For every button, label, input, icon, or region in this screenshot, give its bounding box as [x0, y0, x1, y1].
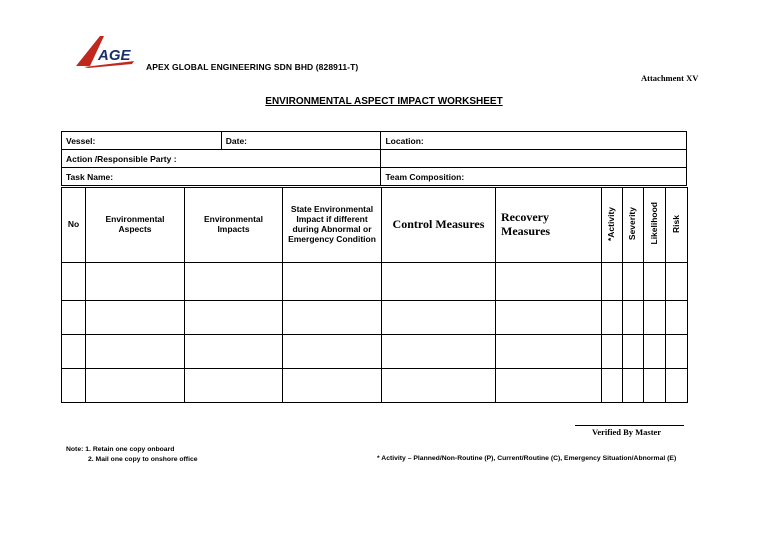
table-cell[interactable] [62, 263, 86, 301]
table-cell[interactable] [644, 301, 666, 335]
table-cell[interactable] [62, 335, 86, 369]
table-cell[interactable] [283, 335, 382, 369]
note-2: 2. Mail one copy to onshore office [88, 456, 198, 463]
col-activity-label: *Activity [606, 206, 617, 241]
col-no: No [62, 188, 86, 263]
blank-field[interactable] [381, 150, 687, 168]
table-cell[interactable] [623, 335, 644, 369]
col-aspects: Environmental Aspects [86, 188, 185, 263]
col-severity [623, 188, 644, 263]
col-impacts: Environmental Impacts [185, 188, 283, 263]
header-row [62, 188, 688, 263]
table-cell[interactable] [185, 263, 283, 301]
company-name: APEX GLOBAL ENGINEERING SDN BHD (828911-T) [146, 62, 359, 72]
table-cell[interactable] [666, 369, 688, 403]
verified-label: Verified By Master [592, 427, 662, 437]
table-cell[interactable] [602, 263, 623, 301]
col-control: Control Measures [382, 188, 496, 263]
col-activity [602, 188, 623, 263]
table-cell[interactable] [496, 369, 602, 403]
table-cell[interactable] [382, 263, 496, 301]
team-composition-field[interactable]: Team Composition: [381, 168, 687, 186]
col-severity-label: Severity [627, 207, 638, 241]
attachment-label: Attachment XV [641, 73, 699, 83]
table-cell[interactable] [382, 335, 496, 369]
action-party-field[interactable]: Action /Responsible Party : [62, 150, 381, 168]
date-field[interactable]: Date: [221, 132, 381, 150]
table-cell[interactable] [86, 335, 185, 369]
signature-line [575, 425, 684, 426]
col-likelihood-label: Likelihood [648, 202, 659, 245]
table-cell[interactable] [623, 369, 644, 403]
table-cell[interactable] [666, 263, 688, 301]
table-cell[interactable] [602, 369, 623, 403]
table-cell[interactable] [382, 301, 496, 335]
notes [66, 445, 198, 465]
vessel-field[interactable]: Vessel: [62, 132, 222, 150]
table-cell[interactable] [666, 301, 688, 335]
table-cell[interactable] [644, 369, 666, 403]
table-row [62, 263, 688, 301]
table-cell[interactable] [62, 369, 86, 403]
table-cell[interactable] [644, 335, 666, 369]
table-cell[interactable] [496, 301, 602, 335]
worksheet-table [61, 187, 688, 403]
table-cell[interactable] [185, 301, 283, 335]
table-cell[interactable] [86, 301, 185, 335]
table-cell[interactable] [283, 369, 382, 403]
note-1: Note: 1. Retain one copy onboard [66, 446, 175, 453]
location-field[interactable]: Location: [381, 132, 687, 150]
table-cell[interactable] [86, 263, 185, 301]
table-cell[interactable] [185, 335, 283, 369]
table-cell[interactable] [602, 301, 623, 335]
table-cell[interactable] [496, 335, 602, 369]
logo-text: AGE [98, 47, 131, 64]
col-risk-label: Risk [670, 214, 681, 233]
info-table [61, 131, 687, 186]
task-name-field[interactable]: Task Name: [62, 168, 381, 186]
page-title: ENVIRONMENTAL ASPECT IMPACT WORKSHEET [265, 96, 503, 107]
table-cell[interactable] [382, 369, 496, 403]
table-cell[interactable] [62, 301, 86, 335]
table-cell[interactable] [185, 369, 283, 403]
table-cell[interactable] [86, 369, 185, 403]
table-cell[interactable] [666, 335, 688, 369]
col-risk [666, 188, 688, 263]
table-row [62, 335, 688, 369]
table-row [62, 301, 688, 335]
company-logo [74, 34, 142, 70]
table-cell[interactable] [644, 263, 666, 301]
table-cell[interactable] [623, 301, 644, 335]
table-cell[interactable] [602, 335, 623, 369]
col-recovery: Recovery Measures [496, 188, 602, 263]
col-state: State Environmental Impact if different during Abnormal or Emergency Condition [283, 188, 382, 263]
col-likelihood [644, 188, 666, 263]
table-cell[interactable] [283, 263, 382, 301]
table-cell[interactable] [623, 263, 644, 301]
table-cell[interactable] [283, 301, 382, 335]
activity-legend: * Activity – Planned/Non-Routine (P), Current/Routine (C), Emergency Situation/Abnormal (E) [377, 455, 677, 462]
table-cell[interactable] [496, 263, 602, 301]
table-row [62, 369, 688, 403]
